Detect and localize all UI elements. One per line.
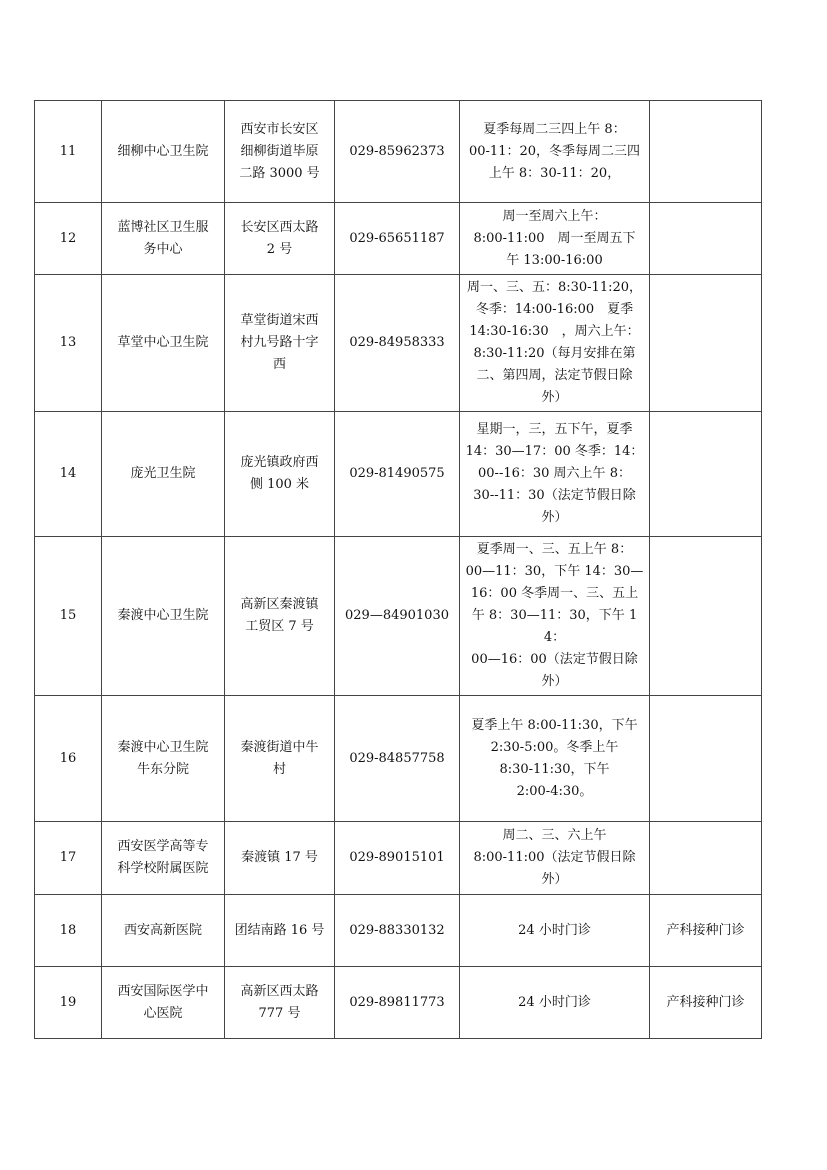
- clinic-name: 草堂中心卫生院: [102, 275, 225, 412]
- clinic-hours: 夏季每周二三四上午 8： 00-11：20，冬季每周二三四 上午 8：30-11：20，: [460, 101, 650, 203]
- table-row: [35, 412, 762, 537]
- clinic-name: 西安医学高等专 科学校附属医院: [102, 822, 225, 895]
- clinic-name: 西安国际医学中 心医院: [102, 967, 225, 1039]
- table-row: [35, 967, 762, 1039]
- table-row: [35, 275, 762, 412]
- table-row: [35, 537, 762, 696]
- row-number: 16: [35, 696, 102, 822]
- clinic-note: [650, 822, 762, 895]
- clinic-note: [650, 101, 762, 203]
- clinic-note: [650, 537, 762, 696]
- clinic-address: 秦渡街道中牛 村: [225, 696, 335, 822]
- clinic-address: 高新区秦渡镇 工贸区 7 号: [225, 537, 335, 696]
- clinic-note: 产科接种门诊: [650, 967, 762, 1039]
- table-row: [35, 895, 762, 967]
- clinic-name: 秦渡中心卫生院: [102, 537, 225, 696]
- clinic-hours: 周二、三、六上午 8:00-11:00（法定节假日除 外）: [460, 822, 650, 895]
- clinic-hours: 星期一，三，五下午，夏季 14：30—17：00 冬季：14： 00--16：30 周六上午 8： 30--11：30（法定节假日除 外）: [460, 412, 650, 537]
- clinic-hours: 夏季周一、三、五上午 8： 00—11：30，下午 14：30— 16：00 冬季周一、三、五上 午 8：30—11：30，下午 14： 00—16：00（法定节假日除 外）: [460, 537, 650, 696]
- row-number: 14: [35, 412, 102, 537]
- clinic-hours: 周一、三、五：8:30-11:20， 冬季：14:00-16:00 夏季 14:30-16:30 ，周六上午： 8:30-11:20（每月安排在第 二、第四周，法定节假日除 外）: [460, 275, 650, 412]
- clinic-hours: 夏季上午 8:00-11:30，下午 2:30-5:00。冬季上午 8:30-11:30，下午 2:00-4:30。: [460, 696, 650, 822]
- clinic-address: 高新区西太路 777 号: [225, 967, 335, 1039]
- clinic-phone: 029-84958333: [335, 275, 460, 412]
- row-number: 12: [35, 203, 102, 275]
- clinic-name: 蓝博社区卫生服 务中心: [102, 203, 225, 275]
- clinic-phone: 029-84857758: [335, 696, 460, 822]
- clinic-phone: 029—84901030: [335, 537, 460, 696]
- clinic-note: [650, 275, 762, 412]
- row-number: 11: [35, 101, 102, 203]
- row-number: 15: [35, 537, 102, 696]
- clinic-name: 庞光卫生院: [102, 412, 225, 537]
- table-row: [35, 696, 762, 822]
- row-number: 19: [35, 967, 102, 1039]
- clinic-phone: 029-85962373: [335, 101, 460, 203]
- table-row: [35, 822, 762, 895]
- clinic-hours: 24 小时门诊: [460, 967, 650, 1039]
- row-number: 13: [35, 275, 102, 412]
- clinic-note: [650, 696, 762, 822]
- clinic-address: 长安区西太路 2 号: [225, 203, 335, 275]
- clinic-phone: 029-89015101: [335, 822, 460, 895]
- clinic-note: [650, 412, 762, 537]
- clinic-address: 庞光镇政府西 侧 100 米: [225, 412, 335, 537]
- clinic-address: 秦渡镇 17 号: [225, 822, 335, 895]
- clinic-name: 秦渡中心卫生院 牛东分院: [102, 696, 225, 822]
- clinic-name: 西安高新医院: [102, 895, 225, 967]
- row-number: 18: [35, 895, 102, 967]
- clinic-note: [650, 203, 762, 275]
- clinic-hours: 周一至周六上午： 8:00-11:00 周一至周五下 午 13:00-16:00: [460, 203, 650, 275]
- clinic-hours: 24 小时门诊: [460, 895, 650, 967]
- clinic-address: 团结南路 16 号: [225, 895, 335, 967]
- clinic-phone: 029-81490575: [335, 412, 460, 537]
- row-number: 17: [35, 822, 102, 895]
- clinic-phone: 029-65651187: [335, 203, 460, 275]
- clinic-note: 产科接种门诊: [650, 895, 762, 967]
- clinic-table: [34, 100, 762, 1039]
- table-row: [35, 203, 762, 275]
- clinic-name: 细柳中心卫生院: [102, 101, 225, 203]
- clinic-phone: 029-89811773: [335, 967, 460, 1039]
- clinic-phone: 029-88330132: [335, 895, 460, 967]
- table-row: [35, 101, 762, 203]
- clinic-address: 草堂街道宋西 村九号路十字 西: [225, 275, 335, 412]
- clinic-address: 西安市长安区 细柳街道毕原 二路 3000 号: [225, 101, 335, 203]
